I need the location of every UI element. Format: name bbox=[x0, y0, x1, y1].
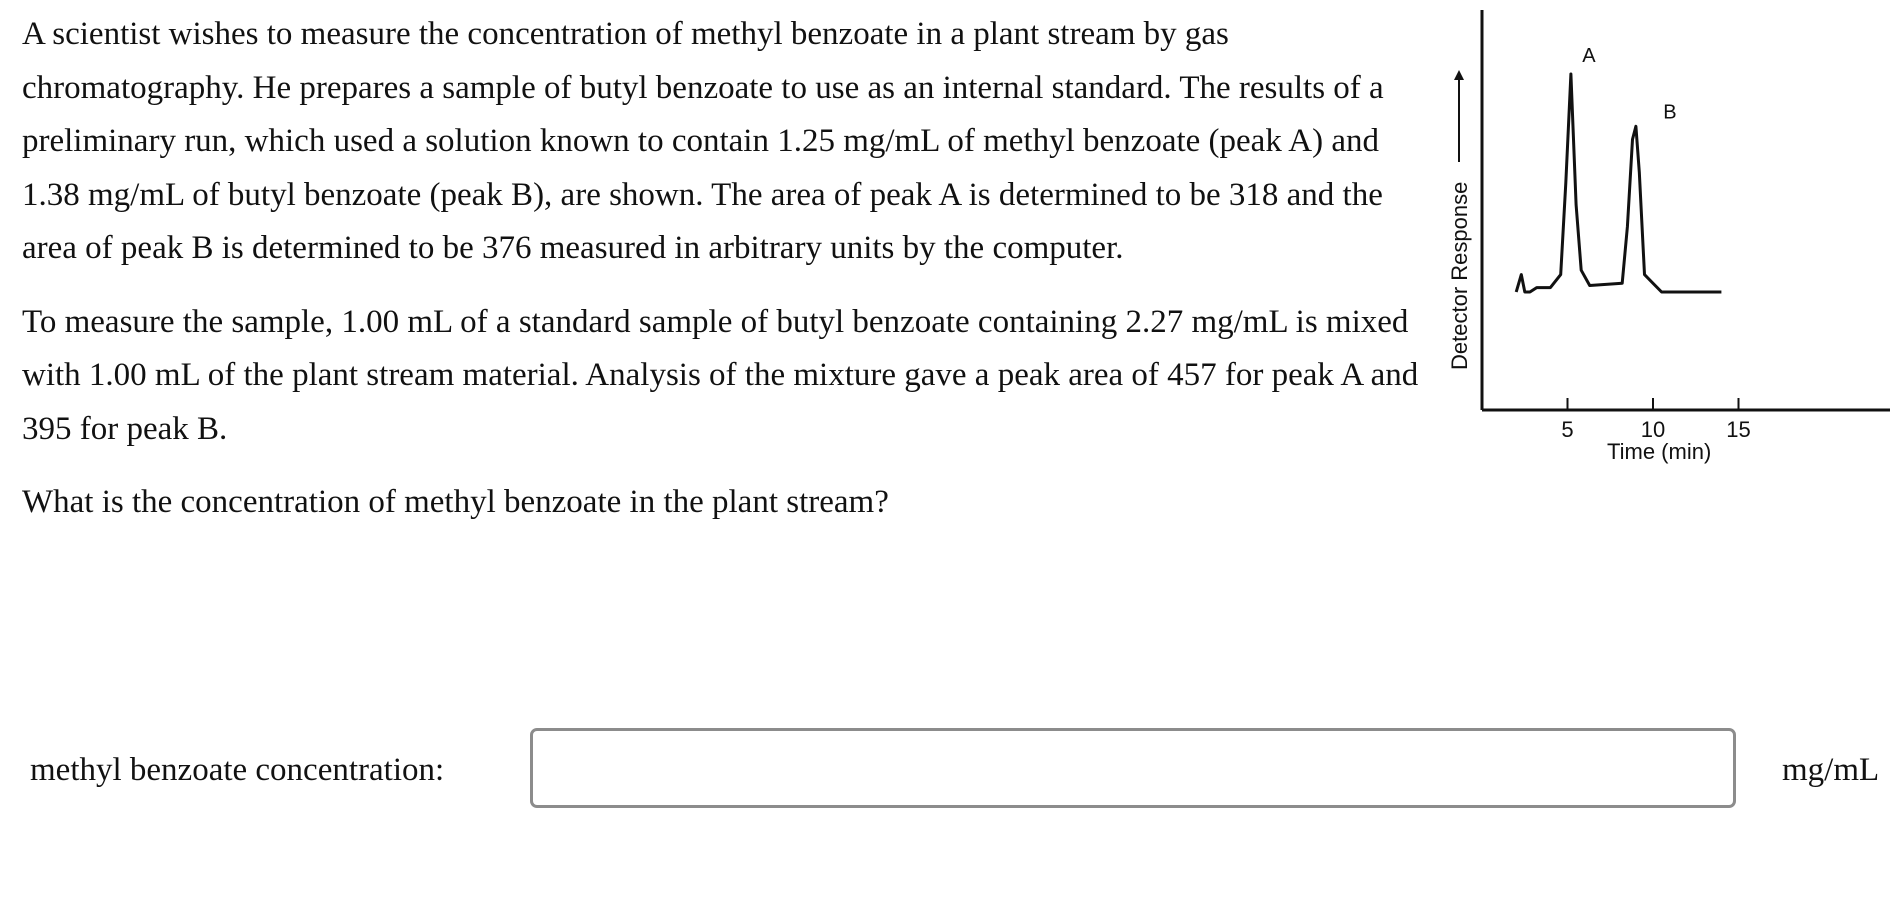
peak-label-b: B bbox=[1663, 101, 1677, 124]
x-tick-label: 15 bbox=[1726, 417, 1751, 442]
y-axis-label: Detector Response bbox=[1447, 181, 1472, 370]
chart-axes bbox=[1482, 10, 1890, 410]
x-axis-label: Time (min) bbox=[1607, 439, 1712, 464]
chromatogram-figure bbox=[1430, 0, 1890, 480]
question-text bbox=[22, 8, 1442, 550]
question-prompt: What is the concentration of methyl benzoate in the plant stream? bbox=[22, 484, 889, 520]
question-paragraph-1: A scientist wishes to measure the concentration of methyl benzoate in a plant stream by gas chromatography. He prepares a sample of butyl benzoate to use as an internal standard. The results of a preliminary run, which used a solution known to contain 1.25 mg/mL of methyl benzoate (peak A) and 1.38 mg/mL of butyl benzoate (peak B), are shown. The area of peak A is determined to be 318 and the area of peak B is determined to be 376 measured in arbitrary units by the computer. bbox=[22, 16, 1384, 266]
y-axis-label-group bbox=[1447, 70, 1472, 370]
y-axis-arrowhead bbox=[1454, 70, 1464, 80]
concentration-input[interactable] bbox=[530, 728, 1736, 808]
x-tick-label: 10 bbox=[1640, 417, 1666, 442]
peak-label-a: A bbox=[1582, 45, 1596, 67]
x-tick-label: 5 bbox=[1561, 417, 1574, 442]
answer-label: methyl benzoate concentration: bbox=[30, 752, 445, 788]
x-ticks bbox=[1561, 398, 1750, 442]
unit-label: mg/mL bbox=[1782, 752, 1880, 788]
chromatogram-trace bbox=[1516, 74, 1721, 292]
question-paragraph-2: To measure the sample, 1.00 mL of a standard sample of butyl benzoate containing 2.27 mg/mL is mixed with 1.00 mL of the plant stream material. Analysis of the mixture gave a peak area of 457 for peak A and 395 for peak B. bbox=[22, 303, 1419, 447]
answer-row bbox=[30, 728, 1890, 812]
